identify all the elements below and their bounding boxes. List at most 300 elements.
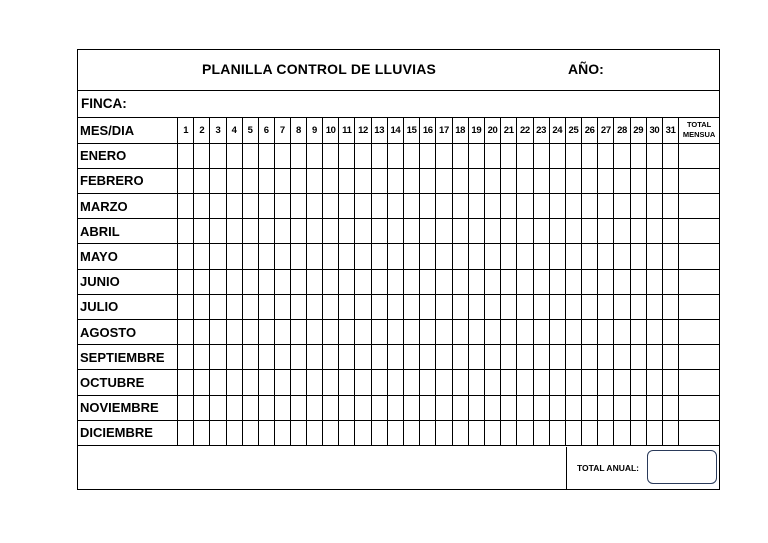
rainfall-cell[interactable] [452,194,468,219]
rainfall-cell[interactable] [436,420,452,445]
rainfall-cell[interactable] [323,370,339,395]
rainfall-cell[interactable] [582,345,598,370]
rainfall-cell[interactable] [404,320,420,345]
rainfall-cell[interactable] [646,269,662,294]
rainfall-cell[interactable] [501,294,517,319]
rainfall-cell[interactable] [565,345,581,370]
rainfall-cell[interactable] [517,370,533,395]
rainfall-cell[interactable] [533,143,549,168]
rainfall-cell[interactable] [484,294,500,319]
rainfall-cell[interactable] [517,269,533,294]
rainfall-cell[interactable] [323,345,339,370]
rainfall-cell[interactable] [307,345,323,370]
rainfall-cell[interactable] [258,320,274,345]
rainfall-cell[interactable] [468,168,484,193]
rainfall-cell[interactable] [387,370,403,395]
rainfall-cell[interactable] [452,320,468,345]
rainfall-cell[interactable] [484,395,500,420]
rainfall-cell[interactable] [307,143,323,168]
rainfall-cell[interactable] [355,194,371,219]
rainfall-cell[interactable] [663,168,679,193]
rainfall-cell[interactable] [242,345,258,370]
rainfall-cell[interactable] [436,168,452,193]
rainfall-cell[interactable] [355,219,371,244]
rainfall-cell[interactable] [565,194,581,219]
rainfall-cell[interactable] [663,269,679,294]
rainfall-cell[interactable] [598,269,614,294]
rainfall-cell[interactable] [178,345,194,370]
rainfall-cell[interactable] [387,244,403,269]
rainfall-cell[interactable] [517,345,533,370]
rainfall-cell[interactable] [468,345,484,370]
rainfall-cell[interactable] [355,420,371,445]
rainfall-cell[interactable] [355,269,371,294]
rainfall-cell[interactable] [274,219,290,244]
rainfall-cell[interactable] [582,168,598,193]
rainfall-cell[interactable] [501,269,517,294]
rainfall-cell[interactable] [194,244,210,269]
rainfall-cell[interactable] [242,370,258,395]
rainfall-cell[interactable] [242,420,258,445]
rainfall-cell[interactable] [226,269,242,294]
rainfall-cell[interactable] [484,244,500,269]
rainfall-cell[interactable] [598,420,614,445]
rainfall-cell[interactable] [323,168,339,193]
rainfall-cell[interactable] [210,294,226,319]
rainfall-cell[interactable] [501,194,517,219]
rainfall-cell[interactable] [355,395,371,420]
rainfall-cell[interactable] [210,143,226,168]
rainfall-cell[interactable] [420,194,436,219]
rainfall-cell[interactable] [178,194,194,219]
rainfall-cell[interactable] [646,219,662,244]
rainfall-cell[interactable] [533,269,549,294]
rainfall-cell[interactable] [387,395,403,420]
rainfall-cell[interactable] [436,370,452,395]
rainfall-cell[interactable] [178,219,194,244]
rainfall-cell[interactable] [355,320,371,345]
rainfall-cell[interactable] [484,269,500,294]
rainfall-cell[interactable] [339,168,355,193]
rainfall-cell[interactable] [468,294,484,319]
monthly-total-cell[interactable] [679,168,719,193]
rainfall-cell[interactable] [178,269,194,294]
rainfall-cell[interactable] [582,320,598,345]
rainfall-cell[interactable] [646,194,662,219]
rainfall-cell[interactable] [258,395,274,420]
rainfall-cell[interactable] [355,345,371,370]
rainfall-cell[interactable] [274,420,290,445]
rainfall-cell[interactable] [258,345,274,370]
rainfall-cell[interactable] [614,244,630,269]
rainfall-cell[interactable] [468,244,484,269]
rainfall-cell[interactable] [339,370,355,395]
rainfall-cell[interactable] [323,219,339,244]
rainfall-cell[interactable] [484,194,500,219]
rainfall-cell[interactable] [194,345,210,370]
rainfall-cell[interactable] [501,420,517,445]
rainfall-cell[interactable] [565,168,581,193]
rainfall-cell[interactable] [533,294,549,319]
rainfall-cell[interactable] [274,269,290,294]
rainfall-cell[interactable] [436,269,452,294]
rainfall-cell[interactable] [371,420,387,445]
rainfall-cell[interactable] [663,294,679,319]
rainfall-cell[interactable] [258,194,274,219]
rainfall-cell[interactable] [371,194,387,219]
rainfall-cell[interactable] [242,194,258,219]
rainfall-cell[interactable] [290,345,306,370]
rainfall-cell[interactable] [339,143,355,168]
rainfall-cell[interactable] [404,345,420,370]
rainfall-cell[interactable] [420,168,436,193]
rainfall-cell[interactable] [533,395,549,420]
rainfall-cell[interactable] [323,320,339,345]
rainfall-cell[interactable] [258,370,274,395]
rainfall-cell[interactable] [371,143,387,168]
rainfall-cell[interactable] [226,244,242,269]
rainfall-cell[interactable] [468,219,484,244]
rainfall-cell[interactable] [420,294,436,319]
rainfall-cell[interactable] [630,269,646,294]
rainfall-cell[interactable] [371,294,387,319]
rainfall-cell[interactable] [371,345,387,370]
rainfall-cell[interactable] [646,395,662,420]
rainfall-cell[interactable] [420,269,436,294]
rainfall-cell[interactable] [517,395,533,420]
rainfall-cell[interactable] [663,194,679,219]
rainfall-cell[interactable] [371,395,387,420]
rainfall-cell[interactable] [194,168,210,193]
rainfall-cell[interactable] [323,395,339,420]
rainfall-cell[interactable] [663,395,679,420]
rainfall-cell[interactable] [404,294,420,319]
rainfall-cell[interactable] [517,168,533,193]
rainfall-cell[interactable] [339,294,355,319]
rainfall-cell[interactable] [468,143,484,168]
rainfall-cell[interactable] [663,320,679,345]
rainfall-cell[interactable] [178,168,194,193]
rainfall-cell[interactable] [404,269,420,294]
rainfall-cell[interactable] [290,370,306,395]
rainfall-cell[interactable] [307,269,323,294]
rainfall-cell[interactable] [598,194,614,219]
rainfall-cell[interactable] [420,244,436,269]
rainfall-cell[interactable] [404,420,420,445]
rainfall-cell[interactable] [630,219,646,244]
rainfall-cell[interactable] [226,370,242,395]
rainfall-cell[interactable] [436,219,452,244]
rainfall-cell[interactable] [290,420,306,445]
rainfall-cell[interactable] [242,269,258,294]
rainfall-cell[interactable] [565,143,581,168]
rainfall-cell[interactable] [226,320,242,345]
rainfall-cell[interactable] [565,370,581,395]
rainfall-cell[interactable] [355,370,371,395]
rainfall-cell[interactable] [582,370,598,395]
rainfall-cell[interactable] [598,219,614,244]
monthly-total-cell[interactable] [679,269,719,294]
rainfall-cell[interactable] [484,370,500,395]
rainfall-cell[interactable] [646,370,662,395]
rainfall-cell[interactable] [290,269,306,294]
rainfall-cell[interactable] [452,345,468,370]
rainfall-cell[interactable] [387,143,403,168]
rainfall-cell[interactable] [614,219,630,244]
rainfall-cell[interactable] [178,294,194,319]
rainfall-cell[interactable] [242,168,258,193]
rainfall-cell[interactable] [549,370,565,395]
rainfall-cell[interactable] [501,370,517,395]
rainfall-cell[interactable] [339,219,355,244]
rainfall-cell[interactable] [242,143,258,168]
rainfall-cell[interactable] [614,420,630,445]
rainfall-cell[interactable] [404,168,420,193]
rainfall-cell[interactable] [210,370,226,395]
rainfall-cell[interactable] [549,143,565,168]
rainfall-cell[interactable] [533,219,549,244]
rainfall-cell[interactable] [404,395,420,420]
rainfall-cell[interactable] [339,395,355,420]
rainfall-cell[interactable] [501,345,517,370]
rainfall-cell[interactable] [355,143,371,168]
rainfall-cell[interactable] [339,420,355,445]
rainfall-cell[interactable] [307,168,323,193]
rainfall-cell[interactable] [663,219,679,244]
rainfall-cell[interactable] [258,244,274,269]
rainfall-cell[interactable] [371,269,387,294]
rainfall-cell[interactable] [484,320,500,345]
rainfall-cell[interactable] [468,395,484,420]
rainfall-cell[interactable] [533,370,549,395]
rainfall-cell[interactable] [468,194,484,219]
rainfall-cell[interactable] [452,143,468,168]
rainfall-cell[interactable] [646,168,662,193]
rainfall-cell[interactable] [387,320,403,345]
rainfall-cell[interactable] [533,194,549,219]
rainfall-cell[interactable] [501,395,517,420]
rainfall-cell[interactable] [630,345,646,370]
annual-total-field[interactable] [647,450,717,484]
rainfall-cell[interactable] [646,320,662,345]
rainfall-cell[interactable] [452,244,468,269]
monthly-total-cell[interactable] [679,294,719,319]
rainfall-cell[interactable] [630,168,646,193]
rainfall-cell[interactable] [242,294,258,319]
monthly-total-cell[interactable] [679,143,719,168]
rainfall-cell[interactable] [355,168,371,193]
rainfall-cell[interactable] [371,168,387,193]
rainfall-cell[interactable] [501,244,517,269]
rainfall-cell[interactable] [290,244,306,269]
rainfall-cell[interactable] [274,294,290,319]
rainfall-cell[interactable] [307,194,323,219]
rainfall-cell[interactable] [274,370,290,395]
rainfall-cell[interactable] [565,420,581,445]
rainfall-cell[interactable] [452,269,468,294]
rainfall-cell[interactable] [323,143,339,168]
rainfall-cell[interactable] [630,320,646,345]
monthly-total-cell[interactable] [679,370,719,395]
rainfall-cell[interactable] [452,370,468,395]
rainfall-cell[interactable] [565,294,581,319]
rainfall-cell[interactable] [565,244,581,269]
rainfall-cell[interactable] [549,294,565,319]
rainfall-cell[interactable] [582,194,598,219]
rainfall-cell[interactable] [598,244,614,269]
rainfall-cell[interactable] [533,420,549,445]
rainfall-cell[interactable] [468,420,484,445]
rainfall-cell[interactable] [533,244,549,269]
rainfall-cell[interactable] [436,143,452,168]
rainfall-cell[interactable] [549,269,565,294]
rainfall-cell[interactable] [290,320,306,345]
rainfall-cell[interactable] [565,219,581,244]
rainfall-cell[interactable] [323,269,339,294]
rainfall-cell[interactable] [290,194,306,219]
rainfall-cell[interactable] [307,320,323,345]
rainfall-cell[interactable] [630,420,646,445]
rainfall-cell[interactable] [355,294,371,319]
rainfall-cell[interactable] [582,395,598,420]
rainfall-cell[interactable] [484,345,500,370]
rainfall-cell[interactable] [258,294,274,319]
rainfall-cell[interactable] [210,194,226,219]
rainfall-cell[interactable] [468,370,484,395]
rainfall-cell[interactable] [501,143,517,168]
rainfall-cell[interactable] [517,219,533,244]
rainfall-cell[interactable] [614,168,630,193]
rainfall-cell[interactable] [630,294,646,319]
rainfall-cell[interactable] [242,320,258,345]
monthly-total-cell[interactable] [679,420,719,445]
rainfall-cell[interactable] [517,294,533,319]
rainfall-cell[interactable] [614,370,630,395]
rainfall-cell[interactable] [258,420,274,445]
rainfall-cell[interactable] [371,370,387,395]
rainfall-cell[interactable] [226,219,242,244]
rainfall-cell[interactable] [614,395,630,420]
rainfall-cell[interactable] [307,420,323,445]
rainfall-cell[interactable] [194,395,210,420]
rainfall-cell[interactable] [614,294,630,319]
rainfall-cell[interactable] [582,244,598,269]
rainfall-cell[interactable] [452,294,468,319]
rainfall-cell[interactable] [598,143,614,168]
rainfall-cell[interactable] [533,345,549,370]
rainfall-cell[interactable] [501,320,517,345]
rainfall-cell[interactable] [258,143,274,168]
rainfall-cell[interactable] [663,345,679,370]
rainfall-cell[interactable] [210,244,226,269]
rainfall-cell[interactable] [178,320,194,345]
rainfall-cell[interactable] [323,420,339,445]
rainfall-cell[interactable] [307,219,323,244]
rainfall-cell[interactable] [387,269,403,294]
rainfall-cell[interactable] [290,168,306,193]
rainfall-cell[interactable] [210,269,226,294]
monthly-total-cell[interactable] [679,395,719,420]
rainfall-cell[interactable] [194,194,210,219]
rainfall-cell[interactable] [226,294,242,319]
rainfall-cell[interactable] [178,244,194,269]
rainfall-cell[interactable] [323,294,339,319]
rainfall-cell[interactable] [646,244,662,269]
rainfall-cell[interactable] [646,143,662,168]
rainfall-cell[interactable] [194,420,210,445]
rainfall-cell[interactable] [468,269,484,294]
rainfall-cell[interactable] [290,143,306,168]
rainfall-cell[interactable] [549,219,565,244]
rainfall-cell[interactable] [307,244,323,269]
rainfall-cell[interactable] [663,143,679,168]
rainfall-cell[interactable] [436,320,452,345]
rainfall-cell[interactable] [452,420,468,445]
rainfall-cell[interactable] [404,143,420,168]
rainfall-cell[interactable] [387,345,403,370]
rainfall-cell[interactable] [242,244,258,269]
rainfall-cell[interactable] [242,395,258,420]
rainfall-cell[interactable] [630,244,646,269]
rainfall-cell[interactable] [565,395,581,420]
rainfall-cell[interactable] [307,370,323,395]
rainfall-cell[interactable] [387,420,403,445]
rainfall-cell[interactable] [517,320,533,345]
rainfall-cell[interactable] [210,345,226,370]
rainfall-cell[interactable] [436,294,452,319]
rainfall-cell[interactable] [226,194,242,219]
rainfall-cell[interactable] [582,420,598,445]
rainfall-cell[interactable] [598,345,614,370]
rainfall-cell[interactable] [226,345,242,370]
rainfall-cell[interactable] [517,244,533,269]
rainfall-cell[interactable] [630,395,646,420]
rainfall-cell[interactable] [630,194,646,219]
rainfall-cell[interactable] [436,395,452,420]
rainfall-cell[interactable] [210,320,226,345]
rainfall-cell[interactable] [307,395,323,420]
rainfall-cell[interactable] [598,168,614,193]
rainfall-cell[interactable] [307,294,323,319]
rainfall-cell[interactable] [614,143,630,168]
rainfall-cell[interactable] [387,194,403,219]
rainfall-cell[interactable] [274,194,290,219]
rainfall-cell[interactable] [339,194,355,219]
rainfall-cell[interactable] [420,219,436,244]
rainfall-cell[interactable] [178,420,194,445]
monthly-total-cell[interactable] [679,219,719,244]
rainfall-cell[interactable] [371,244,387,269]
rainfall-cell[interactable] [646,420,662,445]
rainfall-cell[interactable] [194,320,210,345]
rainfall-cell[interactable] [420,345,436,370]
rainfall-cell[interactable] [420,420,436,445]
rainfall-cell[interactable] [323,194,339,219]
rainfall-cell[interactable] [582,294,598,319]
rainfall-cell[interactable] [420,370,436,395]
rainfall-cell[interactable] [663,244,679,269]
rainfall-cell[interactable] [355,244,371,269]
rainfall-cell[interactable] [436,244,452,269]
rainfall-cell[interactable] [323,244,339,269]
rainfall-cell[interactable] [194,269,210,294]
rainfall-cell[interactable] [484,143,500,168]
rainfall-cell[interactable] [598,370,614,395]
rainfall-cell[interactable] [501,168,517,193]
rainfall-cell[interactable] [549,194,565,219]
rainfall-cell[interactable] [226,143,242,168]
monthly-total-cell[interactable] [679,244,719,269]
